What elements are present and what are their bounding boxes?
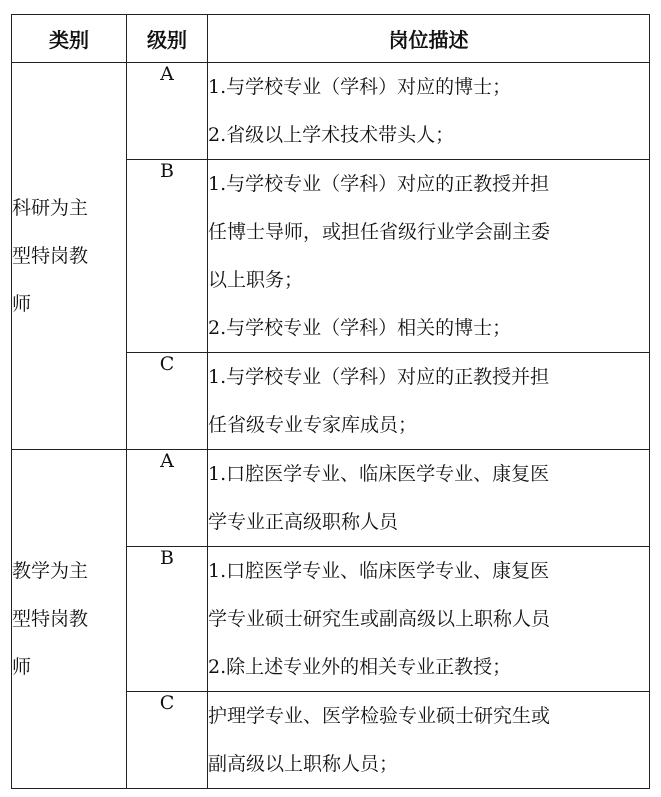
description-line: 1.与学校专业（学科）对应的正教授并担	[208, 173, 550, 195]
category-line: 师	[12, 293, 32, 315]
header-description: 岗位描述	[208, 15, 650, 63]
description-cell	[208, 547, 650, 692]
category-line: 教学为主	[12, 560, 89, 582]
category-line: 师	[12, 656, 32, 678]
description-cell	[208, 692, 650, 789]
table-row	[12, 450, 650, 547]
description-line: 1.口腔医学专业、临床医学专业、康复医	[208, 560, 550, 582]
header-category: 类别	[12, 15, 127, 63]
category-line: 型特岗教	[12, 608, 89, 630]
description-cell	[208, 450, 650, 547]
level-cell: B	[127, 547, 208, 692]
description-line: 2.省级以上学术技术带头人；	[208, 124, 455, 146]
level-cell: A	[127, 450, 208, 547]
description-cell	[208, 160, 650, 353]
level-cell: C	[127, 692, 208, 789]
description-line: 2.除上述专业外的相关专业正教授；	[208, 656, 512, 678]
table-row	[12, 63, 650, 160]
description-line: 1.与学校专业（学科）对应的正教授并担	[208, 366, 550, 388]
description-line: 副高级以上职称人员；	[208, 753, 399, 775]
position-table	[11, 14, 650, 789]
description-line: 任博士导师，或担任省级行业学会副主委	[208, 221, 551, 243]
description-cell	[208, 63, 650, 160]
header-level: 级别	[127, 15, 208, 63]
level-cell: A	[127, 63, 208, 160]
category-cell-research	[12, 63, 127, 450]
category-line: 型特岗教	[12, 245, 89, 267]
level-cell: B	[127, 160, 208, 353]
description-line: 护理学专业、医学检验专业硕士研究生或	[208, 705, 551, 727]
description-line: 1.与学校专业（学科）对应的博士；	[208, 76, 512, 98]
description-line: 1.口腔医学专业、临床医学专业、康复医	[208, 463, 550, 485]
header-row	[12, 15, 650, 63]
description-line: 2.与学校专业（学科）相关的博士；	[208, 317, 512, 339]
description-line: 学专业正高级职称人员	[208, 511, 399, 533]
description-line: 以上职务；	[208, 269, 304, 291]
category-cell-teaching	[12, 450, 127, 789]
level-cell: C	[127, 353, 208, 450]
category-line: 科研为主	[12, 197, 89, 219]
description-cell	[208, 353, 650, 450]
description-line: 任省级专业专家库成员；	[208, 414, 418, 436]
description-line: 学专业硕士研究生或副高级以上职称人员	[208, 608, 551, 630]
